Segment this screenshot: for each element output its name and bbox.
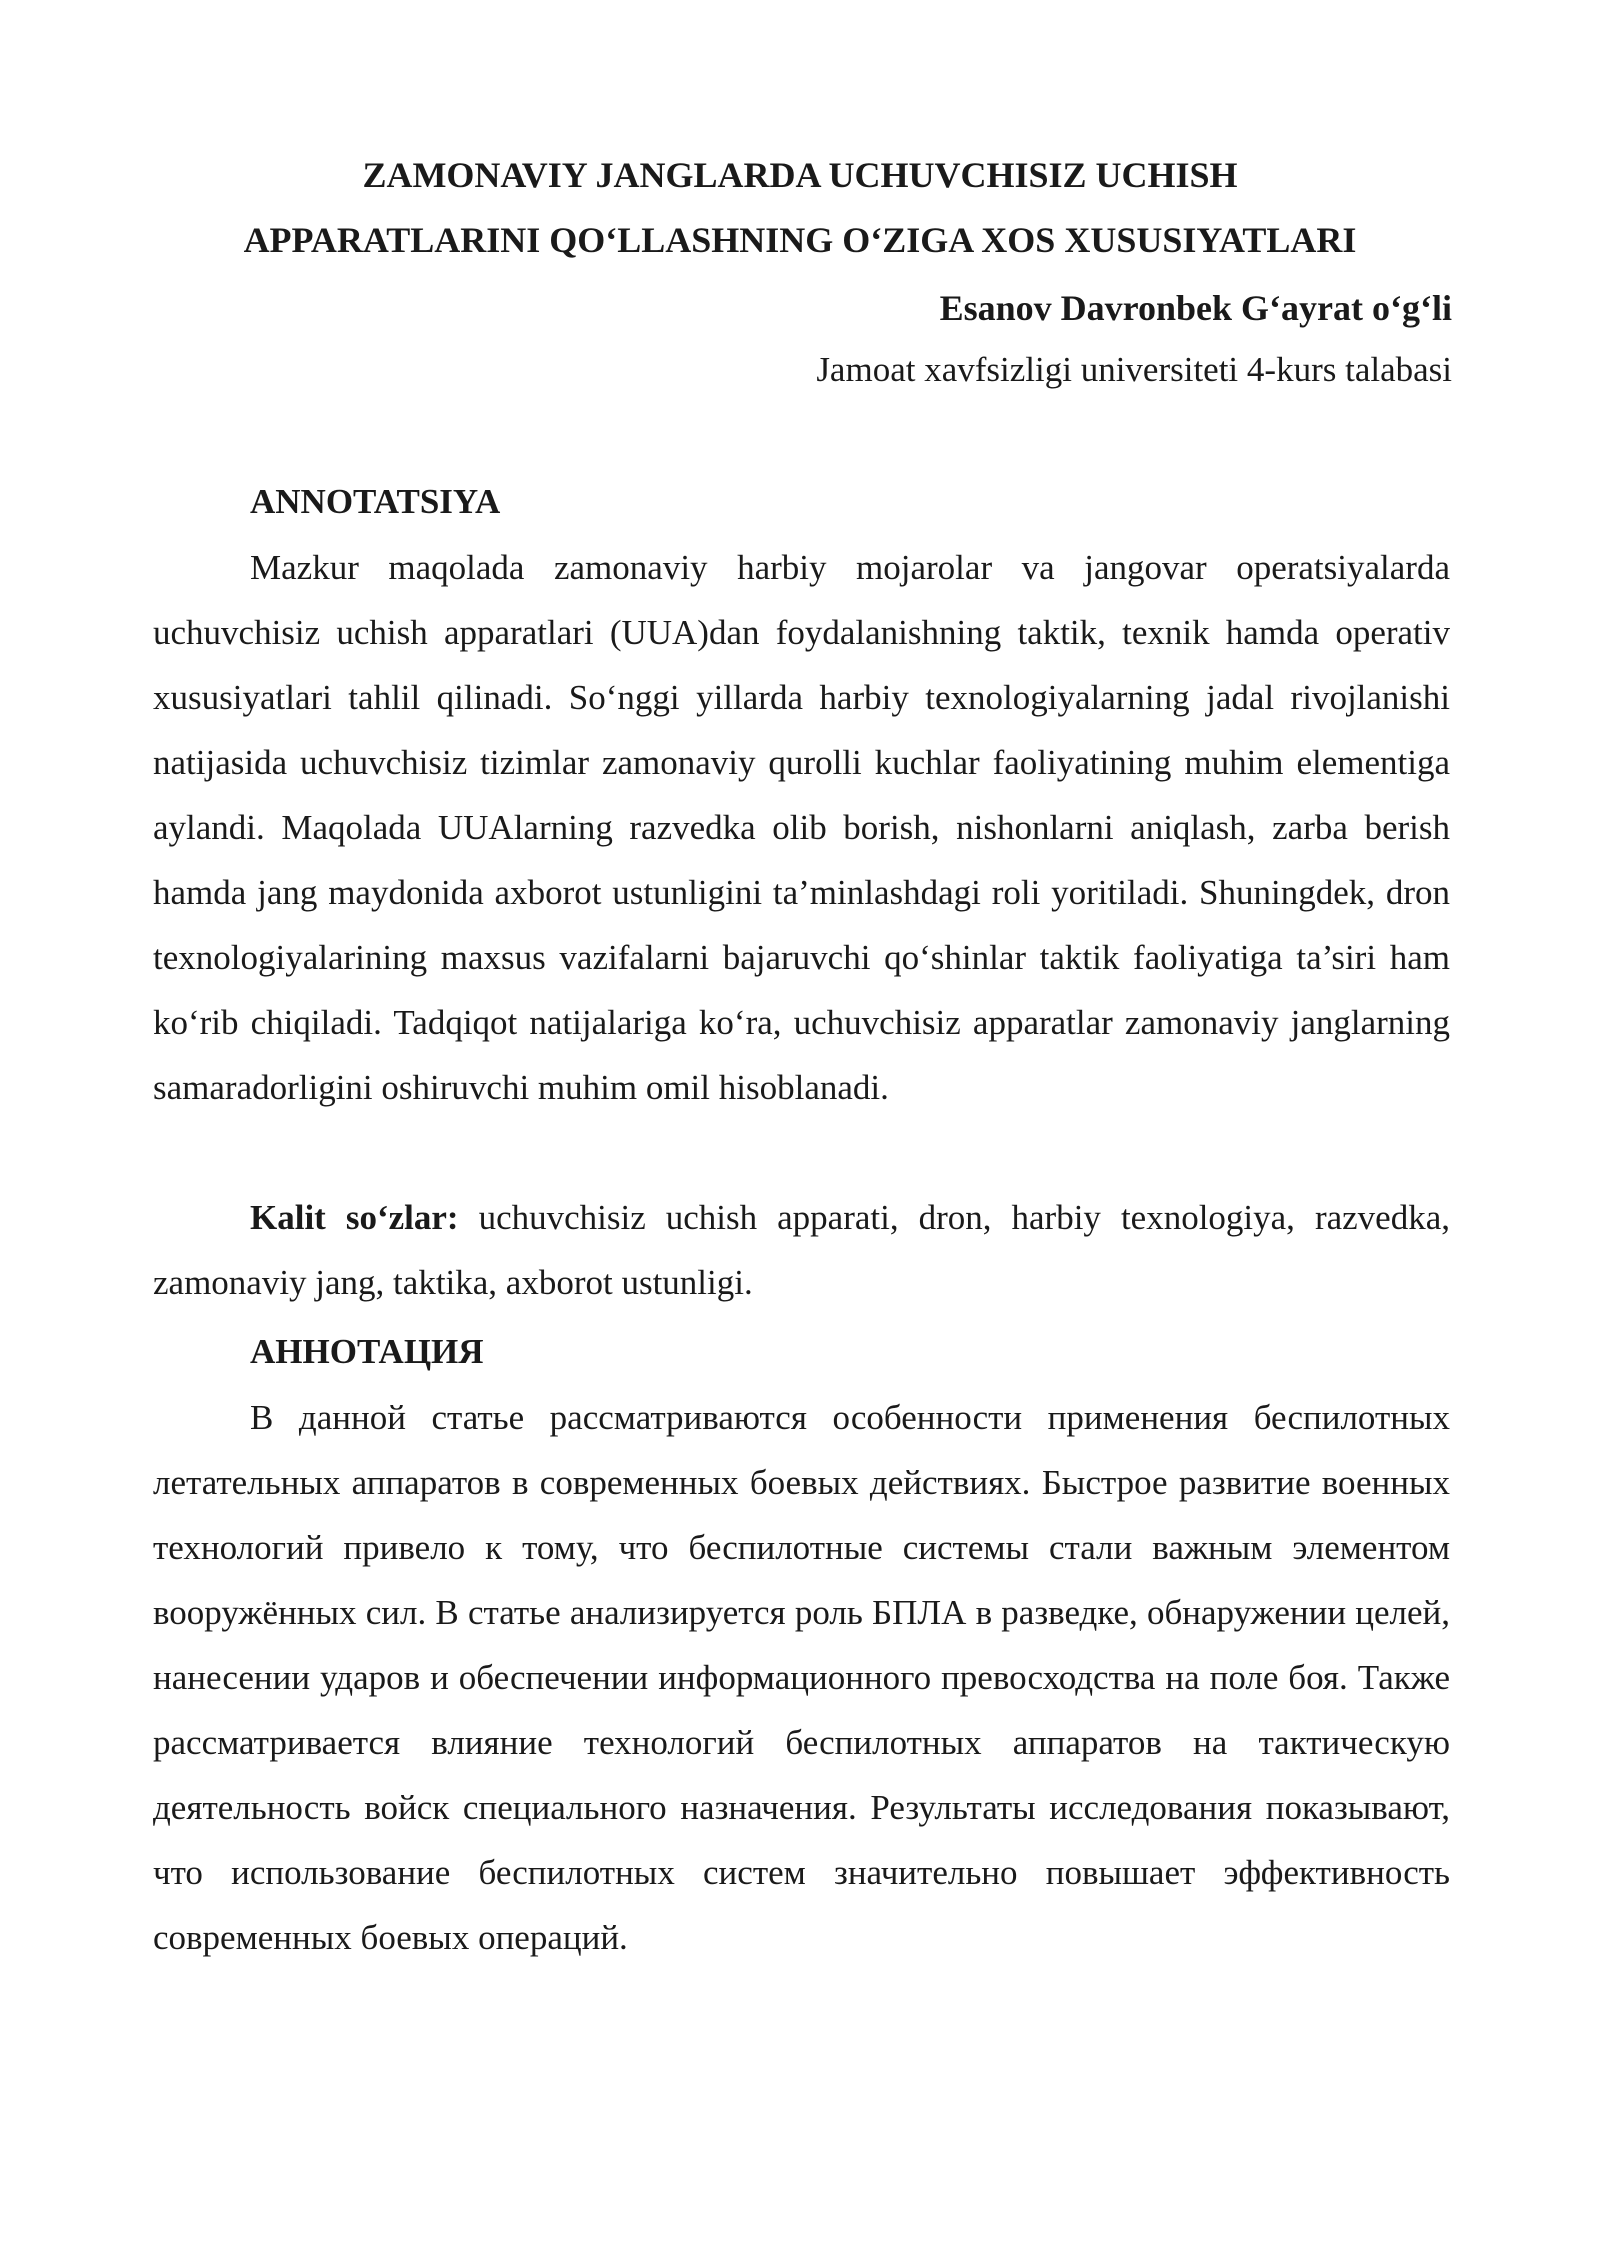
keywords-text: uchuvchisiz uchish apparati, dron, harbiy texnologiya, razvedka, zamonaviy jang, taktika, axborot ustunligi.: [153, 1198, 1450, 1302]
article-title-line-1: ZAMONAVIY JANGLARDA UCHUVCHISIZ UCHISH: [362, 155, 1238, 195]
annotation-ru-heading: АННОТАЦИЯ: [250, 1332, 484, 1371]
article-title-line-2: APPARATLARINI QO‘LLASHNING O‘ZIGA XOS XUSUSIYATLARI: [243, 220, 1357, 260]
keywords-label: Kalit so‘zlar:: [250, 1198, 459, 1237]
author-affiliation: Jamoat xavfsizligi universiteti 4-kurs talabasi: [816, 350, 1452, 389]
annotation-uz-heading: ANNOTATSIYA: [250, 482, 501, 521]
keywords-paragraph: [153, 1185, 1450, 1315]
annotation-uz-text: Mazkur maqolada zamonaviy harbiy mojarolar va jangovar operatsiyalarda uchuvchisiz uchish apparatlari (UUA)dan foydalanishning taktik, texnik hamda operativ xususiyatlari tahlil qilinadi. So‘nggi yillarda harbiy texnologiyalarning jadal rivojlanishi natijasida uchuvchisiz tizimlar zamonaviy qurolli kuchlar faoliyatining muhim elementiga aylandi. Maqolada UUAlarning razvedka olib borish, nishonlarni aniqlash, zarba berish hamda jang maydonida axborot ustunligini ta’minlashdagi roli yoritiladi. Shuningdek, dron texnologiyalarining maxsus vazifalarni bajaruvchi qo‘shinlar taktik faoliyatiga ta’siri ham ko‘rib chiqiladi. Tadqiqot natijalariga ko‘ra, uchuvchisiz apparatlar zamonaviy janglarning samaradorligini oshiruvchi muhim omil hisoblanadi.: [153, 548, 1450, 1107]
author-name: Esanov Davronbek G‘ayrat o‘g‘li: [939, 288, 1452, 328]
annotation-ru-text: В данной статье рассматриваются особенности применения беспилотных летательных аппаратов в современных боевых действиях. Быстрое развитие военных технологий привело к тому, что беспилотные системы стали важным элементом вооружённых сил. В статье анализируется роль БПЛА в разведке, обнаружении целей, нанесении ударов и обеспечении информационного превосходства на поле боя. Также рассматривается влияние технологий беспилотных аппаратов на тактическую деятельность войск специального назначения. Результаты исследования показывают, что использование беспилотных систем значительно повышает эффективность современных боевых операций.: [153, 1398, 1450, 1957]
